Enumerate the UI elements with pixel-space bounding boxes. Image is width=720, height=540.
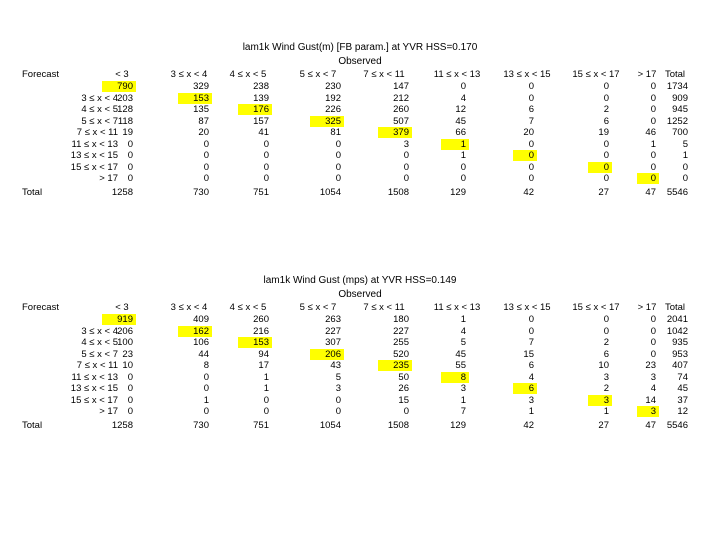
table-cell: 0 bbox=[528, 92, 534, 104]
column-header: 3 ≤ x < 4 bbox=[170, 69, 208, 80]
table-cell: 37 bbox=[677, 394, 688, 406]
table-cell: 0 bbox=[650, 81, 656, 92]
table-cell: 15 bbox=[398, 394, 409, 406]
column-header: 4 ≤ x < 5 bbox=[229, 69, 267, 80]
table-cell: 3 bbox=[460, 383, 466, 394]
table-cell: 0 bbox=[650, 337, 656, 348]
table-cell: 4 bbox=[650, 383, 656, 394]
table-cell: 0 bbox=[460, 173, 466, 184]
table-cell: 0 bbox=[403, 161, 409, 173]
table-cell: 0 bbox=[263, 138, 269, 150]
total-cell: 5546 bbox=[666, 419, 688, 431]
total-cell: 1054 bbox=[319, 419, 341, 431]
table-cell: 919 bbox=[102, 314, 136, 325]
table-cell: 23 bbox=[645, 360, 656, 371]
total-cell: 129 bbox=[450, 419, 466, 431]
total-cell: 730 bbox=[193, 186, 209, 198]
table-cell: 507 bbox=[393, 115, 409, 127]
table-cell: 1 bbox=[441, 139, 469, 150]
column-header: > 17 bbox=[637, 302, 657, 313]
table-cell: 192 bbox=[325, 92, 341, 104]
row-label: 5 ≤ x < 7 bbox=[81, 115, 118, 127]
column-header: 13 ≤ x < 15 bbox=[503, 69, 551, 80]
row-label: 15 ≤ x < 17 bbox=[70, 161, 118, 173]
table-cell: 216 bbox=[253, 325, 269, 337]
table-cell: 135 bbox=[193, 104, 209, 115]
table-cell: 157 bbox=[253, 115, 269, 127]
table-cell: 7 bbox=[528, 115, 534, 127]
table-cell: 0 bbox=[603, 173, 609, 184]
row-label: 11 ≤ x < 13 bbox=[71, 371, 118, 383]
table-cell: 3 bbox=[588, 395, 612, 406]
table-cell: 0 bbox=[263, 161, 269, 173]
column-header: 5 ≤ x < 7 bbox=[299, 69, 337, 80]
table-cell: 0 bbox=[682, 173, 688, 184]
table-cell: 0 bbox=[335, 138, 341, 150]
table-cell: 0 bbox=[403, 406, 409, 417]
table-cell: 45 bbox=[455, 115, 466, 127]
table-cell: 212 bbox=[393, 92, 409, 104]
table-cell: 8 bbox=[441, 372, 469, 383]
forecast-label: Forecast bbox=[22, 302, 59, 313]
column-header: 3 ≤ x < 4 bbox=[170, 302, 208, 313]
row-label: 13 ≤ x < 15 bbox=[70, 150, 118, 161]
table-cell: 0 bbox=[603, 81, 609, 92]
table-cell: 230 bbox=[325, 81, 341, 92]
table-cell: 260 bbox=[393, 104, 409, 115]
table-cell: 1 bbox=[203, 394, 209, 406]
table-cell: 0 bbox=[335, 173, 341, 184]
table-cell: 0 bbox=[203, 371, 209, 383]
table-cell: 1 bbox=[263, 383, 269, 394]
table-cell: 0 bbox=[263, 173, 269, 184]
table-cell: 206 bbox=[310, 349, 344, 360]
table-cell: 235 bbox=[378, 360, 412, 371]
row-label: 15 ≤ x < 17 bbox=[70, 394, 118, 406]
table-cell: 3 bbox=[335, 383, 341, 394]
table-cell: 41 bbox=[258, 127, 269, 138]
table-cell: 153 bbox=[178, 93, 212, 104]
table-cell: 4 bbox=[460, 325, 466, 337]
table-cell: 10 bbox=[598, 360, 609, 371]
row-label: > 17 bbox=[99, 173, 118, 184]
table-cell: 0 bbox=[403, 173, 409, 184]
table-cell: 0 bbox=[127, 161, 133, 173]
table-cell: 6 bbox=[513, 383, 537, 394]
total-cell: 1258 bbox=[111, 419, 133, 431]
table-cell: 307 bbox=[325, 337, 341, 348]
table-cell: 0 bbox=[127, 150, 133, 161]
table-cell: 0 bbox=[127, 394, 133, 406]
table-cell: 0 bbox=[528, 325, 534, 337]
table-cell: 260 bbox=[253, 314, 269, 325]
total-cell: 1508 bbox=[387, 186, 409, 198]
table-cell: 6 bbox=[603, 115, 609, 127]
table-cell: 0 bbox=[263, 394, 269, 406]
table-cell: 17 bbox=[258, 360, 269, 371]
column-header: 13 ≤ x < 15 bbox=[503, 302, 551, 313]
column-header: Total bbox=[664, 69, 686, 80]
row-label: 4 ≤ x < 5 bbox=[81, 337, 118, 348]
row-label: 5 ≤ x < 7 bbox=[81, 348, 118, 360]
total-cell: 47 bbox=[645, 419, 656, 431]
table-cell: 106 bbox=[193, 337, 209, 348]
column-header: 4 ≤ x < 5 bbox=[229, 302, 267, 313]
column-header: > 17 bbox=[637, 69, 657, 80]
table-cell: 19 bbox=[122, 127, 133, 138]
table-cell: 0 bbox=[603, 314, 609, 325]
column-header: 15 ≤ x < 17 bbox=[572, 69, 620, 80]
table-cell: 0 bbox=[335, 406, 341, 417]
table-cell: 5 bbox=[335, 371, 341, 383]
total-cell: 27 bbox=[598, 419, 609, 431]
table-cell: 0 bbox=[203, 161, 209, 173]
row-label: 13 ≤ x < 15 bbox=[70, 383, 118, 394]
table-cell: 66 bbox=[455, 127, 466, 138]
table-cell: 0 bbox=[460, 81, 466, 92]
row-label: > 17 bbox=[99, 406, 118, 417]
table-cell: 5 bbox=[682, 138, 688, 150]
table-cell: 1 bbox=[603, 406, 609, 417]
column-header: < 3 bbox=[115, 302, 129, 313]
total-cell: 751 bbox=[253, 186, 269, 198]
table-cell: 935 bbox=[672, 337, 688, 348]
table-cell: 162 bbox=[178, 326, 212, 337]
table-cell: 0 bbox=[460, 161, 466, 173]
table-cell: 2 bbox=[603, 383, 609, 394]
table-cell: 3 bbox=[637, 406, 659, 417]
table-cell: 0 bbox=[603, 325, 609, 337]
total-label: Total bbox=[22, 419, 43, 431]
table-cell: 0 bbox=[528, 161, 534, 173]
table-cell: 0 bbox=[203, 406, 209, 417]
table-cell: 0 bbox=[682, 161, 688, 173]
table-cell: 203 bbox=[117, 92, 133, 104]
table-cell: 50 bbox=[398, 371, 409, 383]
table-cell: 0 bbox=[203, 138, 209, 150]
table-cell: 46 bbox=[645, 127, 656, 138]
table-cell: 100 bbox=[117, 337, 133, 348]
table-cell: 180 bbox=[393, 314, 409, 325]
total-cell: 47 bbox=[645, 186, 656, 198]
table-cell: 43 bbox=[330, 360, 341, 371]
table-cell: 255 bbox=[393, 337, 409, 348]
table-cell: 227 bbox=[325, 325, 341, 337]
total-cell: 42 bbox=[523, 419, 534, 431]
table-cell: 23 bbox=[122, 348, 133, 360]
table-cell: 55 bbox=[455, 360, 466, 371]
total-cell: 1258 bbox=[111, 186, 133, 198]
table-cell: 3 bbox=[650, 371, 656, 383]
table-cell: 1 bbox=[650, 138, 656, 150]
table-cell: 2 bbox=[603, 104, 609, 115]
table-cell: 45 bbox=[677, 383, 688, 394]
table-cell: 1 bbox=[460, 314, 466, 325]
table-cell: 953 bbox=[672, 348, 688, 360]
table-cell: 0 bbox=[127, 406, 133, 417]
table-cell: 2041 bbox=[666, 314, 688, 325]
table-cell: 3 bbox=[603, 371, 609, 383]
table-cell: 1 bbox=[263, 371, 269, 383]
table-cell: 12 bbox=[455, 104, 466, 115]
table-cell: 0 bbox=[335, 394, 341, 406]
table-cell: 0 bbox=[127, 371, 133, 383]
table-cell: 6 bbox=[603, 348, 609, 360]
total-label: Total bbox=[22, 186, 43, 198]
table-cell: 6 bbox=[528, 360, 534, 371]
table-cell: 3 bbox=[403, 138, 409, 150]
table-cell: 790 bbox=[102, 81, 136, 92]
table-cell: 5 bbox=[460, 337, 466, 348]
table-cell: 1734 bbox=[666, 81, 688, 92]
table-cell: 1 bbox=[682, 150, 688, 161]
table-cell: 409 bbox=[193, 314, 209, 325]
table-cell: 0 bbox=[650, 104, 656, 115]
total-cell: 751 bbox=[253, 419, 269, 431]
column-header: 15 ≤ x < 17 bbox=[572, 302, 620, 313]
table-cell: 0 bbox=[335, 161, 341, 173]
table-title: lam1k Wind Gust (mps) at YVR HSS=0.149 bbox=[263, 275, 457, 286]
table-cell: 0 bbox=[528, 138, 534, 150]
table-cell: 1 bbox=[528, 406, 534, 417]
table-cell: 1 bbox=[460, 150, 466, 161]
table-cell: 153 bbox=[238, 337, 272, 348]
table-cell: 15 bbox=[523, 348, 534, 360]
table-cell: 74 bbox=[677, 371, 688, 383]
table-cell: 4 bbox=[528, 371, 534, 383]
table-cell: 263 bbox=[325, 314, 341, 325]
column-header: < 3 bbox=[115, 69, 129, 80]
table-cell: 0 bbox=[127, 383, 133, 394]
table-cell: 238 bbox=[253, 81, 269, 92]
table-cell: 8 bbox=[203, 360, 209, 371]
table-cell: 0 bbox=[650, 92, 656, 104]
table-cell: 0 bbox=[335, 150, 341, 161]
table-cell: 1 bbox=[460, 394, 466, 406]
table-cell: 0 bbox=[203, 150, 209, 161]
table-cell: 3 bbox=[528, 394, 534, 406]
table-cell: 0 bbox=[650, 325, 656, 337]
observed-label: Observed bbox=[338, 56, 382, 67]
table-cell: 147 bbox=[393, 81, 409, 92]
total-cell: 730 bbox=[193, 419, 209, 431]
table-cell: 0 bbox=[588, 162, 612, 173]
table-cell: 227 bbox=[393, 325, 409, 337]
table-cell: 0 bbox=[528, 314, 534, 325]
table-cell: 81 bbox=[330, 127, 341, 138]
table-cell: 206 bbox=[117, 325, 133, 337]
table-title: lam1k Wind Gust(m) [FB param.] at YVR HSS=0.170 bbox=[242, 42, 478, 53]
table-cell: 118 bbox=[117, 115, 133, 127]
table-cell: 0 bbox=[513, 150, 537, 161]
table-cell: 2 bbox=[603, 337, 609, 348]
table-cell: 128 bbox=[117, 104, 133, 115]
table-cell: 7 bbox=[528, 337, 534, 348]
row-label: 7 ≤ x < 11 bbox=[76, 360, 118, 371]
table-cell: 520 bbox=[393, 348, 409, 360]
column-header: 7 ≤ x < 11 bbox=[363, 302, 405, 313]
table-cell: 19 bbox=[598, 127, 609, 138]
table-cell: 94 bbox=[258, 348, 269, 360]
table-cell: 0 bbox=[603, 138, 609, 150]
table-cell: 0 bbox=[650, 348, 656, 360]
table-cell: 0 bbox=[263, 150, 269, 161]
table-cell: 0 bbox=[603, 92, 609, 104]
total-cell: 42 bbox=[523, 186, 534, 198]
table-cell: 0 bbox=[650, 115, 656, 127]
column-header: Total bbox=[664, 302, 686, 313]
table-cell: 379 bbox=[378, 127, 412, 138]
table-cell: 909 bbox=[672, 92, 688, 104]
table-cell: 1252 bbox=[666, 115, 688, 127]
total-cell: 129 bbox=[450, 186, 466, 198]
total-cell: 27 bbox=[598, 186, 609, 198]
table-cell: 0 bbox=[127, 173, 133, 184]
table-cell: 1042 bbox=[666, 325, 688, 337]
table-cell: 20 bbox=[198, 127, 209, 138]
table-cell: 0 bbox=[637, 173, 659, 184]
table-cell: 7 bbox=[460, 406, 466, 417]
table-cell: 44 bbox=[198, 348, 209, 360]
table-cell: 945 bbox=[672, 104, 688, 115]
table-cell: 87 bbox=[198, 115, 209, 127]
table-cell: 0 bbox=[603, 150, 609, 161]
column-header: 7 ≤ x < 11 bbox=[363, 69, 405, 80]
table-cell: 0 bbox=[203, 173, 209, 184]
total-cell: 1508 bbox=[387, 419, 409, 431]
row-label: 7 ≤ x < 11 bbox=[76, 127, 118, 138]
contingency-table bbox=[0, 275, 720, 475]
table-cell: 0 bbox=[650, 314, 656, 325]
table-cell: 0 bbox=[650, 161, 656, 173]
table-cell: 0 bbox=[528, 81, 534, 92]
table-cell: 139 bbox=[253, 92, 269, 104]
table-cell: 0 bbox=[127, 138, 133, 150]
observed-label: Observed bbox=[338, 289, 382, 300]
table-cell: 10 bbox=[122, 360, 133, 371]
table-cell: 407 bbox=[672, 360, 688, 371]
table-cell: 329 bbox=[193, 81, 209, 92]
table-cell: 0 bbox=[203, 383, 209, 394]
table-cell: 0 bbox=[403, 150, 409, 161]
table-cell: 0 bbox=[650, 150, 656, 161]
row-label: 3 ≤ x < 4 bbox=[81, 92, 118, 104]
column-header: 11 ≤ x < 13 bbox=[433, 302, 481, 313]
table-cell: 0 bbox=[263, 406, 269, 417]
total-cell: 1054 bbox=[319, 186, 341, 198]
table-cell: 700 bbox=[672, 127, 688, 138]
table-cell: 6 bbox=[528, 104, 534, 115]
table-cell: 0 bbox=[528, 173, 534, 184]
table-cell: 26 bbox=[398, 383, 409, 394]
table-cell: 45 bbox=[455, 348, 466, 360]
table-cell: 4 bbox=[460, 92, 466, 104]
column-header: 5 ≤ x < 7 bbox=[299, 302, 337, 313]
row-label: 4 ≤ x < 5 bbox=[81, 104, 118, 115]
column-header: 11 ≤ x < 13 bbox=[433, 69, 481, 80]
table-cell: 325 bbox=[310, 116, 344, 127]
table-cell: 20 bbox=[523, 127, 534, 138]
table-cell: 226 bbox=[325, 104, 341, 115]
total-cell: 5546 bbox=[666, 186, 688, 198]
contingency-table bbox=[0, 42, 720, 242]
table-cell: 176 bbox=[238, 104, 272, 115]
row-label: 3 ≤ x < 4 bbox=[81, 325, 118, 337]
table-cell: 12 bbox=[677, 406, 688, 417]
row-label: 11 ≤ x < 13 bbox=[71, 138, 118, 150]
forecast-label: Forecast bbox=[22, 69, 59, 80]
table-cell: 14 bbox=[645, 394, 656, 406]
